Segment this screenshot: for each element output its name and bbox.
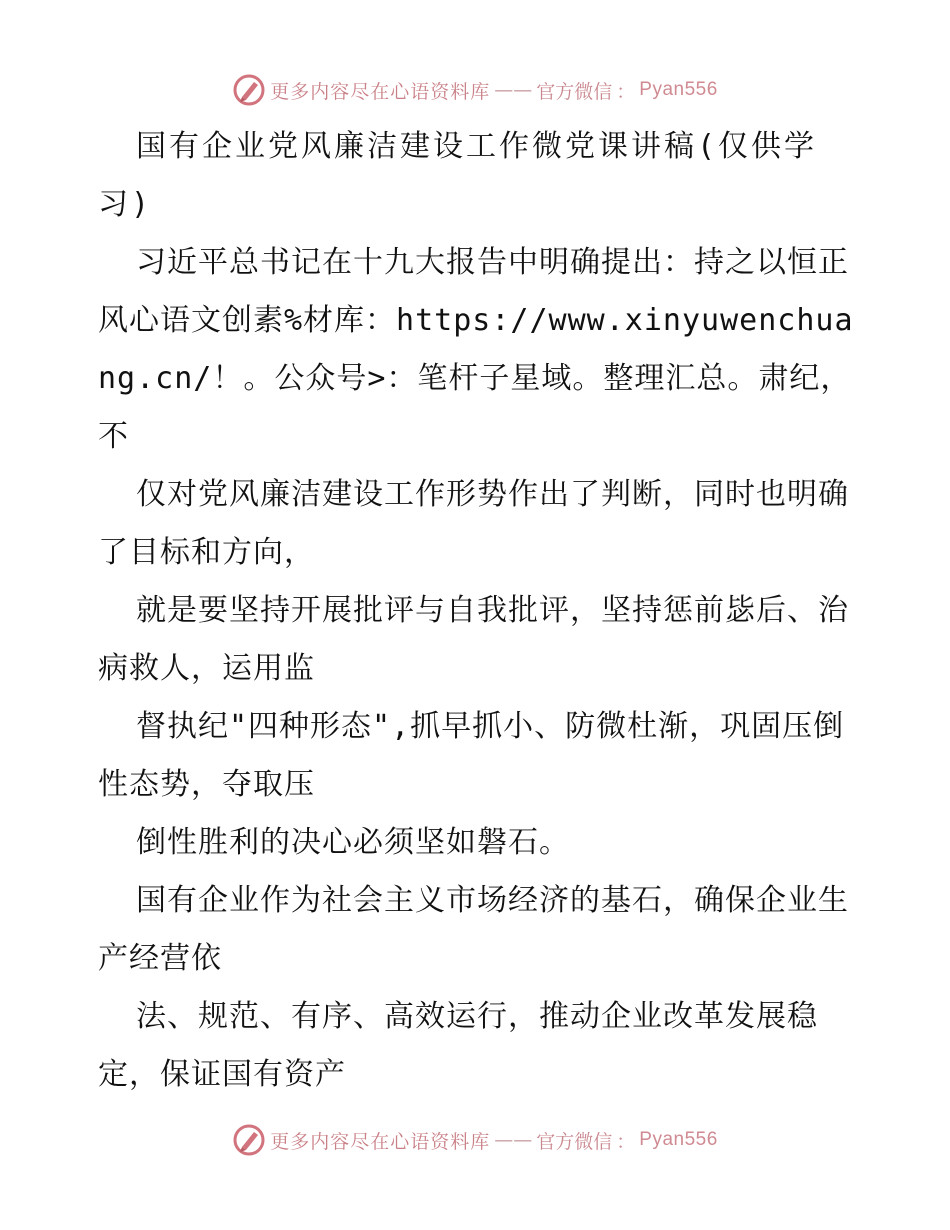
document-body <box>98 118 858 1104</box>
watermark-label: 官方微信 <box>536 80 613 103</box>
paragraph: 督执纪"四种形态",抓早抓小、防微杜渐，巩固压倒性态势，夺取压 <box>98 709 845 802</box>
header-watermark <box>0 70 950 110</box>
watermark-separator: ： <box>616 1130 636 1153</box>
paragraph: 法、规范、有序、高效运行，推动企业改革发展稳定，保证国有资产 <box>98 999 818 1092</box>
paragraph: 习近平总书记在十九大报告中明确提出：持之以恒正风心语文创素%材库：https://www.xinyuwenchuang.cn/！。公众号>：笔杆子星域。整理汇总。肃纪，不 <box>98 245 854 454</box>
document-title: 国有企业党风廉洁建设工作微党课讲稿(仅供学习) <box>98 129 818 222</box>
paragraph: 仅对党风廉洁建设工作形势作出了判断，同时也明确了目标和方向， <box>98 477 849 570</box>
footer-watermark <box>0 1120 950 1160</box>
watermark-brand: 更多内容尽在心语资料库 <box>270 80 491 103</box>
pen-logo-icon <box>232 73 266 107</box>
watermark-separator: ： <box>616 80 636 103</box>
watermark-wechat-id: Pyan556 <box>639 1129 718 1150</box>
pen-logo-icon <box>232 1123 266 1157</box>
watermark-dash: —— <box>494 79 533 101</box>
paragraph: 国有企业作为社会主义市场经济的基石，确保企业生产经营依 <box>98 883 849 976</box>
paragraph: 倒性胜利的决心必须坚如磐石。 <box>136 825 570 860</box>
watermark-wechat-id: Pyan556 <box>639 79 718 100</box>
watermark-brand: 更多内容尽在心语资料库 <box>270 1130 491 1153</box>
watermark-dash: —— <box>494 1129 533 1151</box>
paragraph: 就是要坚持开展批评与自我批评，坚持惩前毖后、治病救人，运用监 <box>98 593 849 686</box>
watermark-label: 官方微信 <box>536 1130 613 1153</box>
